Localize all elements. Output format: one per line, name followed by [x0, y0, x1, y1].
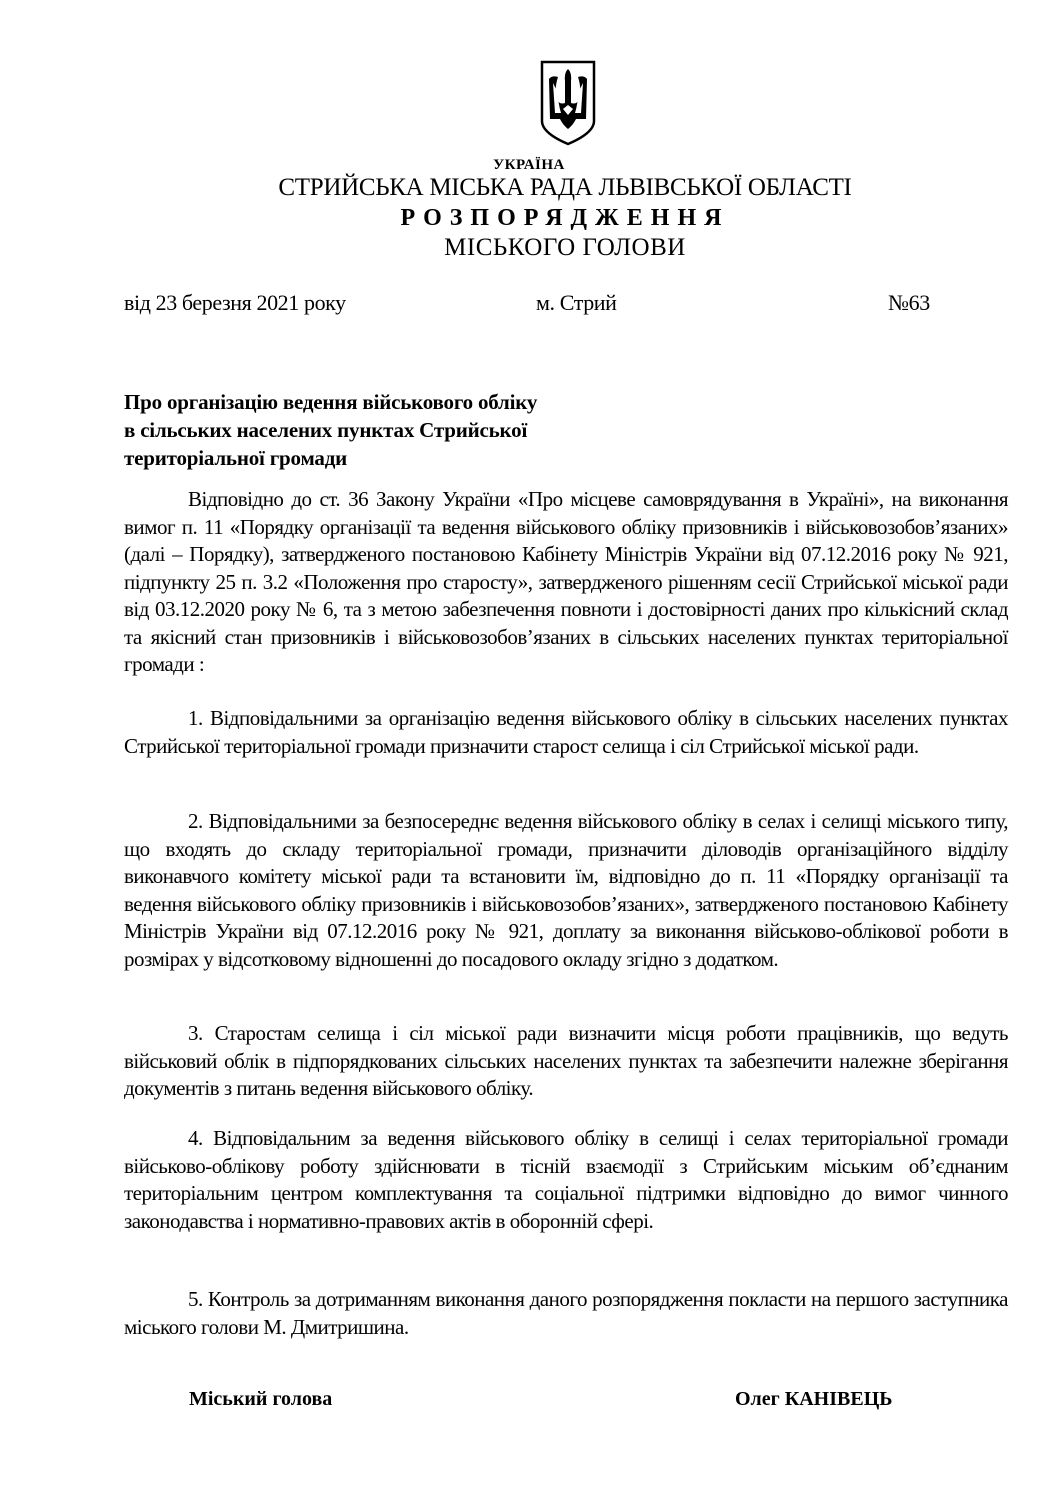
signature-role: Міський голова — [189, 1388, 333, 1410]
document-subject — [124, 388, 537, 472]
subject-line: територіальної громади — [124, 446, 348, 470]
document-place: м. Стрий — [536, 290, 617, 315]
subject-line: Про організацію ведення військового обліку — [124, 390, 538, 414]
order-item-4: 4. Відповідальним за ведення військового обліку в селищі і селах територіальної громади військово-облікову роботу здійснювати в тісній взаємодії з Стрийським міським об’єднаним територіальним центром комплектування та соціальної підтримки відповідно до вимог чинного законодавства і нормативно-правових актів в оборонній сфері. — [124, 1126, 1008, 1233]
signature-name: Олег КАНІВЕЦЬ — [735, 1388, 893, 1410]
order-item-1: 1. Відповідальними за організацію ведення військового обліку в сільських населених пунктах Стрийської територіальної громади призначити старост селища і сіл Стрийської міської ради. — [124, 706, 1008, 758]
coat-of-arms-icon — [539, 59, 597, 147]
order-item-2: 2. Відповідальними за безпосереднє ведення військового обліку в селах і селищі міського типу, що входять до складу територіальної громади, призначити діловодів організаційного відділу виконавчого комітету міської ради та встановити їм, відповідно до п. 11 «Порядку організації та ведення військового обліку призовників і військовозобов’язаних», затвердженого постановою Кабінету Міністрів України від 07.12.2016 року № 921, доплату за виконання військово-облікової роботи в розмірах у відсотковому відношенні до посадового окладу згідно з додатком. — [124, 809, 1008, 971]
order-item-3: 3. Старостам селища і сіл міської ради визначити місця роботи працівників, що ведуть військовий облік в підпорядкованих сільських населених пунктах та забезпечити належне зберігання документів з питань ведення військового обліку. — [124, 1021, 1008, 1100]
subject-line: в сільських населених пунктах Стрийської — [124, 418, 528, 442]
preamble-paragraph: Відповідно до ст. 36 Закону України «Про місцеве самоврядування в Україні», на виконання вимог п. 11 «Порядку організації та ведення військового обліку призовників і військовозобов’язаних» (далі – Порядку), затвердженого постановою Кабінету Міністрів України від 07.12.2016 року № 921, підпункту 25 п. 3.2 «Положення про старосту», затвердженого рішенням сесії Стрийської міської ради від 03.12.2020 року № 6, та з метою забезпечення повноти і достовірності даних про кількісний склад та якісний стан призовників і військовозобов’язаних в сільських населених пунктах територіальної громади : — [124, 487, 1008, 676]
council-name: СТРИЙСЬКА МІСЬКА РАДА ЛЬВІВСЬКОЇ ОБЛАСТІ — [278, 174, 852, 201]
order-item-5: 5. Контроль за дотриманням виконання даного розпорядження покласти на першого заступника міського голови М. Дмитришина. — [124, 1287, 1008, 1339]
country-name: УКРАЇНА — [493, 157, 565, 173]
issuer: МІСЬКОГО ГОЛОВИ — [444, 234, 686, 261]
document-number: №63 — [888, 290, 930, 315]
document-type: РОЗПОРЯДЖЕННЯ — [400, 205, 730, 231]
document-date: від 23 березня 2021 року — [124, 290, 346, 315]
